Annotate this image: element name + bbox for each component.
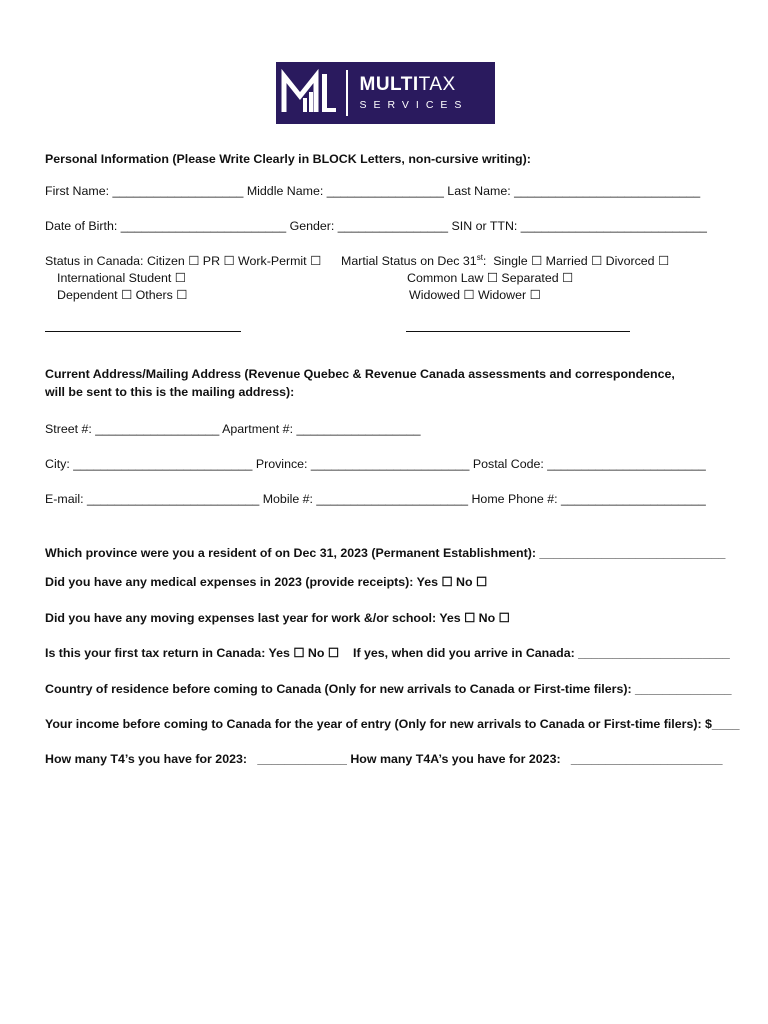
question-t4-t4a-count[interactable]: How many T4’s you have for 2023: _____________ How many T4A’s you have for 2023: ______________________ xyxy=(45,752,723,766)
logo-divider xyxy=(346,70,348,116)
marital-other-blank[interactable] xyxy=(406,331,630,332)
status-other-blank[interactable] xyxy=(45,331,241,332)
logo-subtitle: SERVICES xyxy=(359,99,469,111)
question-income-before-arrival[interactable]: Your income before coming to Canada for the year of entry (Only for new arrivals to Canada or First-time filers): $____ xyxy=(45,717,740,731)
name-fields-line[interactable]: First Name: ___________________ Middle Name: _________________ Last Name: ___________________________ xyxy=(45,184,701,198)
email-phone-line[interactable]: E-mail: _________________________ Mobile #: ______________________ Home Phone #: _____________________ xyxy=(45,492,706,506)
city-province-postal-line[interactable]: City: __________________________ Province: _______________________ Postal Code: _______________________ xyxy=(45,457,706,471)
question-first-tax-return[interactable]: Is this your first tax return in Canada: Yes ☐ No ☐ xyxy=(45,646,339,660)
question-medical-expenses[interactable]: Did you have any medical expenses in 2023 (provide receipts): Yes ☐ No ☐ xyxy=(45,575,488,589)
logo-monogram-icon xyxy=(276,62,342,124)
question-province-resident[interactable]: Which province were you a resident of on Dec 31, 2023 (Permanent Establishment): ___________________________ xyxy=(45,546,726,560)
status-in-canada-line[interactable]: Status in Canada: Citizen ☐ PR ☐ Work-Permit ☐ xyxy=(45,254,322,268)
address-heading-line1: Current Address/Mailing Address (Revenue Quebec & Revenue Canada assessments and correspondence, xyxy=(45,367,675,381)
marital-status-line[interactable]: Martial Status on Dec 31st: Single ☐ Married ☐ Divorced ☐ xyxy=(341,252,670,268)
address-heading-line2: will be sent to this is the mailing address): xyxy=(45,385,295,399)
logo-name: MULTITAX xyxy=(359,74,456,95)
logo-text xyxy=(360,74,469,112)
dob-gender-sin-line[interactable]: Date of Birth: ________________________ Gender: ________________ SIN or TTN: ___________________________ xyxy=(45,219,707,233)
question-arrival-date[interactable]: If yes, when did you arrive in Canada: ______________________ xyxy=(353,646,730,660)
status-dependent-others[interactable]: Dependent ☐ Others ☐ xyxy=(57,288,188,302)
question-moving-expenses[interactable]: Did you have any moving expenses last year for work &/or school: Yes ☐ No ☐ xyxy=(45,611,510,625)
personal-info-heading: Personal Information (Please Write Clearly in BLOCK Letters, non-cursive writing): xyxy=(45,152,531,166)
marital-common-law-separated[interactable]: Common Law ☐ Separated ☐ xyxy=(407,271,574,285)
question-country-of-residence[interactable]: Country of residence before coming to Canada (Only for new arrivals to Canada or First-time filers): ______________ xyxy=(45,682,732,696)
marital-widowed-widower[interactable]: Widowed ☐ Widower ☐ xyxy=(409,288,541,302)
status-international-student[interactable]: International Student ☐ xyxy=(57,271,186,285)
company-logo xyxy=(276,62,495,124)
street-apartment-line[interactable]: Street #: __________________ Apartment #: __________________ xyxy=(45,422,421,436)
